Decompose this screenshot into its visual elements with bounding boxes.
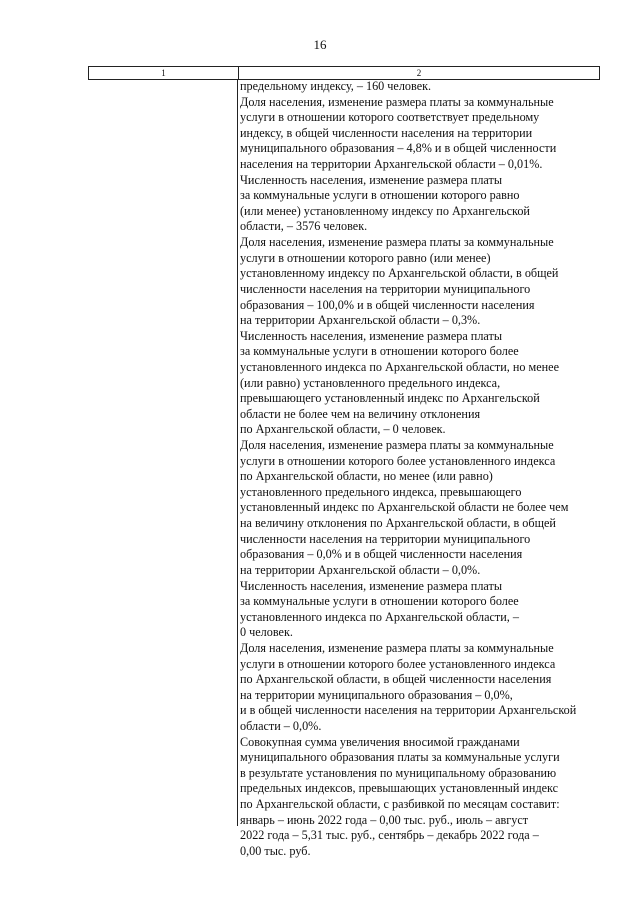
text-line: по Архангельской области, – 0 человек. xyxy=(240,422,446,437)
text-line: 2022 года – 5,31 тыс. руб., сентябрь – декабрь 2022 года – xyxy=(240,828,539,843)
text-line: по Архангельской области, с разбивкой по месяцам составит: xyxy=(240,797,560,812)
text-line: услуги в отношении которого соответствует предельному xyxy=(240,110,540,125)
text-line: услуги в отношении которого равно (или менее) xyxy=(240,250,491,265)
text-line: на территории Архангельской области – 0,3%. xyxy=(240,313,481,328)
table-header-column-2: 2 xyxy=(416,68,422,78)
text-line: в результате установления по муниципальному образованию xyxy=(240,765,557,780)
text-line: 0,00 тыс. руб. xyxy=(240,843,311,858)
text-line: Численность населения, изменение размера платы xyxy=(240,328,503,343)
text-line: установленному индексу по Архангельской области, в общей xyxy=(240,266,559,281)
table-header-column-1: 1 xyxy=(89,67,239,79)
text-line: муниципального образования – 4,8% и в общей численности xyxy=(240,141,557,156)
text-line: превышающего установленный индекс по Архангельской xyxy=(240,391,540,406)
text-line: численности населения на территории муниципального xyxy=(240,281,531,296)
text-line: области – 0,0%. xyxy=(240,718,322,733)
page-number: 16 xyxy=(313,37,327,52)
text-line: и в общей численности населения на территории Архангельской xyxy=(240,703,577,718)
text-line: по Архангельской области, но менее (или равно) xyxy=(240,469,493,484)
text-line: на территории Архангельской области – 0,0%. xyxy=(240,562,481,577)
text-line: по Архангельской области, в общей численности населения xyxy=(240,672,552,687)
column-divider xyxy=(237,80,238,826)
text-line: Доля населения, изменение размера платы за коммунальные xyxy=(240,235,554,250)
table-header-row xyxy=(88,66,600,80)
text-line: 0 человек. xyxy=(240,625,293,640)
text-line: услуги в отношении которого более установленного индекса xyxy=(240,656,556,671)
text-line: на величину отклонения по Архангельской области, в общей xyxy=(240,516,556,531)
text-line: услуги в отношении которого более установленного индекса xyxy=(240,453,556,468)
text-line: муниципального образования платы за коммунальные услуги xyxy=(240,750,560,765)
text-line: Доля населения, изменение размера платы за коммунальные xyxy=(240,94,554,109)
text-line: установленного индекса по Архангельской области, но менее xyxy=(240,359,559,374)
text-line: на территории муниципального образования – 0,0%, xyxy=(240,687,513,702)
text-line: установленный индекс по Архангельской области не более чем xyxy=(240,500,569,515)
text-line: индексу, в общей численности населения на территории xyxy=(240,125,533,140)
text-line: предельных индексов, превышающих установленный индекс xyxy=(240,781,559,796)
text-line: установленного предельного индекса, превышающего xyxy=(240,484,522,499)
text-line: Численность населения, изменение размера платы xyxy=(240,578,503,593)
text-line: предельному индексу, – 160 человек. xyxy=(240,79,432,93)
text-line: (или равно) установленного предельного индекса, xyxy=(240,375,501,390)
text-line: за коммунальные услуги в отношении которого более xyxy=(240,344,519,359)
text-line: Совокупная сумма увеличения вносимой гражданами xyxy=(240,734,520,749)
text-line: области не более чем на величину отклонения xyxy=(240,406,481,421)
text-line: за коммунальные услуги в отношении которого равно xyxy=(240,188,520,203)
text-line: области, – 3576 человек. xyxy=(240,219,368,234)
text-line: установленного индекса по Архангельской области, – xyxy=(240,609,519,624)
text-line: численности населения на территории муниципального xyxy=(240,531,531,546)
text-line: Численность населения, изменение размера платы xyxy=(240,172,503,187)
text-line: за коммунальные услуги в отношении которого более xyxy=(240,594,519,609)
text-line: (или менее) установленному индексу по Архангельской xyxy=(240,203,530,218)
text-line: образования – 0,0% и в общей численности населения xyxy=(240,547,523,562)
text-line: населения на территории Архангельской области – 0,01%. xyxy=(240,157,543,172)
text-line: Доля населения, изменение размера платы за коммунальные xyxy=(240,438,554,453)
text-line: январь – июнь 2022 года – 0,00 тыс. руб., июль – август xyxy=(240,812,529,827)
table-cell-text xyxy=(240,79,602,859)
text-line: образования – 100,0% и в общей численности населения xyxy=(240,297,535,312)
text-line: Доля населения, изменение размера платы за коммунальные xyxy=(240,640,554,655)
